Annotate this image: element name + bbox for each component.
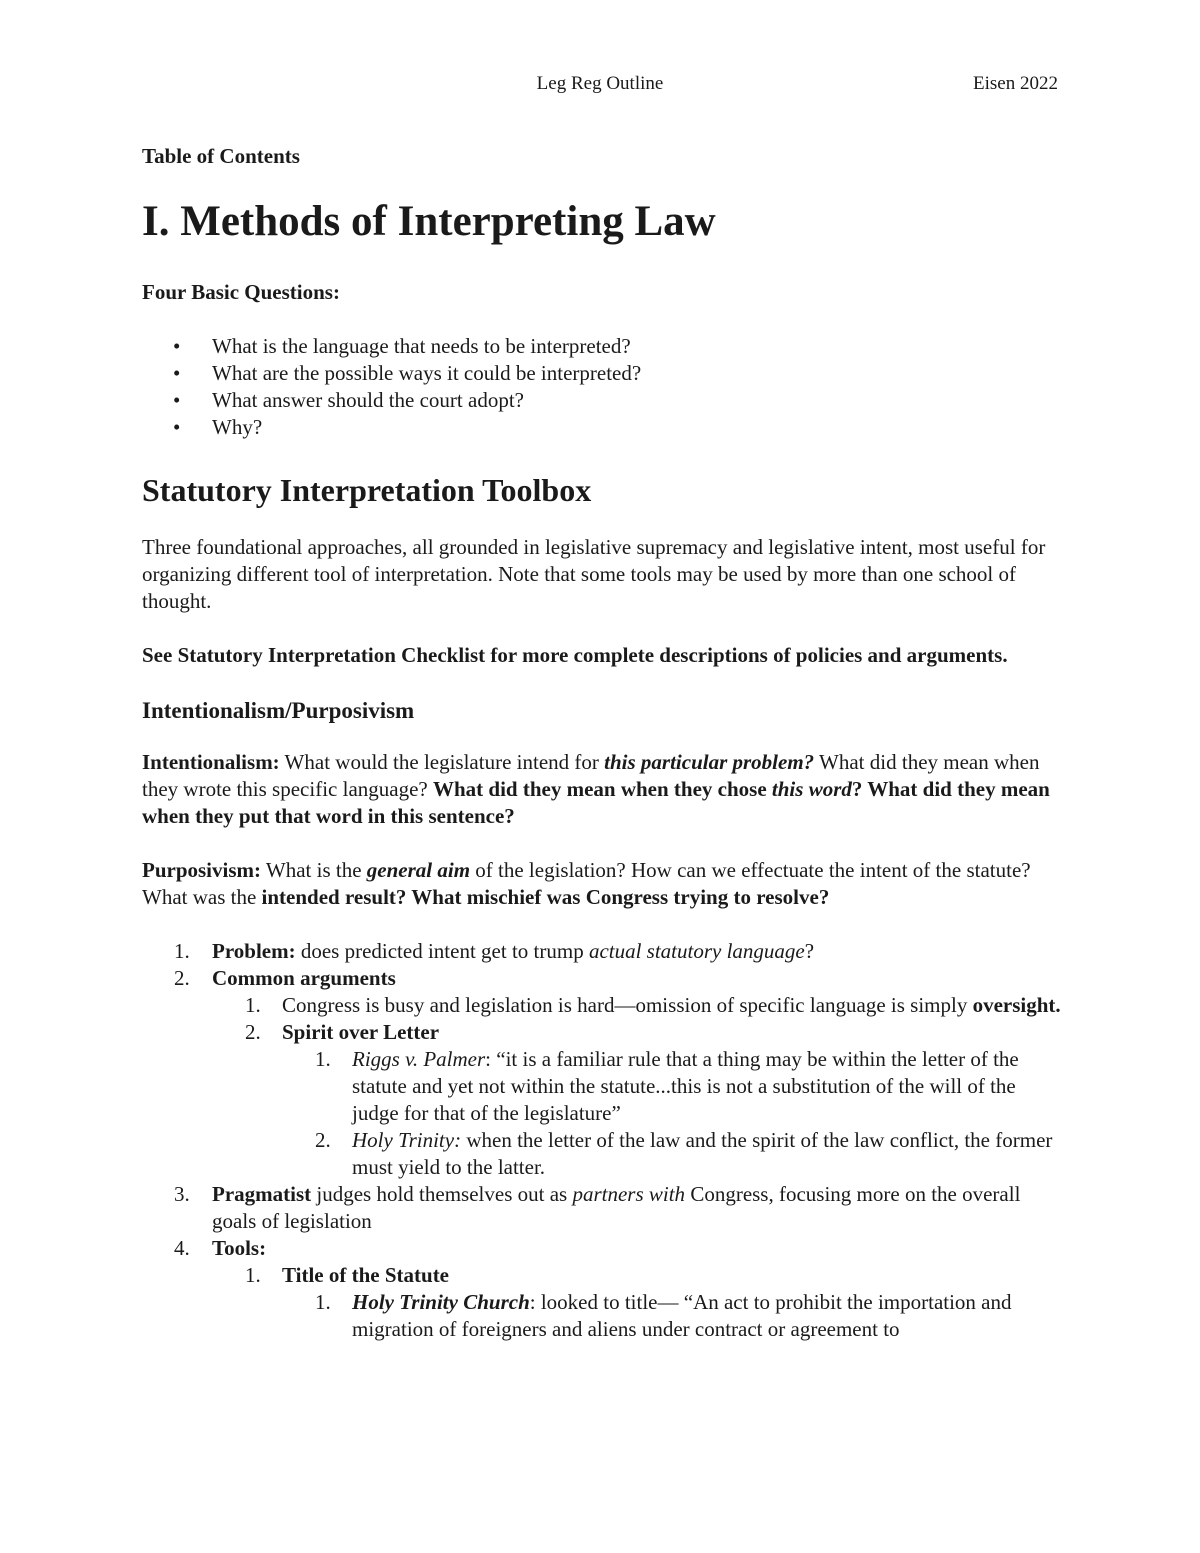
subsection-heading: Intentionalism/Purposivism [142, 698, 415, 723]
text: of the legislation? How can we effectuate the intent of the statute? What was the [142, 858, 1031, 909]
text: Congress is busy and legislation is hard—omission of specific language is simply [282, 993, 973, 1017]
list-number: 1. [315, 1047, 331, 1071]
list-number: 2. [315, 1128, 331, 1152]
case-name: Holy Trinity: [352, 1128, 462, 1152]
term-label: Purposivism: [142, 858, 262, 882]
intentionalism-paragraph [142, 749, 1062, 830]
list-number: 1. [245, 1263, 261, 1287]
list-item [282, 1046, 1062, 1127]
item-label: Problem: [212, 939, 296, 963]
emphasis: general aim [366, 858, 471, 882]
item-label: Title of the Statute [282, 1263, 450, 1287]
toolbox-heading: Statutory Interpretation Toolbox [142, 472, 592, 508]
purposivism-paragraph [142, 857, 1062, 911]
nested-list [212, 1262, 1062, 1343]
bold-text: What did they mean when they chose [432, 777, 772, 801]
toolbox-intro: Three foundational approaches, all grounded in legislative supremacy and legislative intent, most useful for organizing different tool of interpretation. Note that some tools may be used by more than one school of thought. [142, 535, 1046, 613]
numbered-list [142, 938, 1062, 1343]
bold-text: intended result? What mischief was Congress trying to resolve? [261, 885, 830, 909]
list-item [142, 965, 1062, 1181]
item-label: Spirit over Letter [282, 1020, 440, 1044]
item-label: Tools: [212, 1236, 267, 1260]
list-number: 1. [245, 993, 261, 1017]
table-of-contents-link[interactable]: Table of Contents [142, 144, 300, 168]
list-item [212, 1262, 1062, 1343]
text: What would the legislature intend for [279, 750, 605, 774]
emphasis: actual statutory language [588, 939, 805, 963]
item-label: Common arguments [212, 966, 396, 990]
list-number: 4. [174, 1236, 190, 1260]
running-header-title: Leg Reg Outline [536, 73, 664, 94]
case-name: Holy Trinity Church [352, 1290, 530, 1314]
list-item [142, 1181, 1062, 1235]
text: : “it is a familiar rule that a thing may be within the letter of the statute and yet not within the statute...this is not a substitution of the will of the judge for that of the legislature” [352, 1047, 1019, 1125]
text: What is the [261, 858, 367, 882]
list-item [142, 938, 1062, 965]
bold-text: oversight. [972, 993, 1061, 1017]
list-number: 2. [245, 1020, 261, 1044]
bold-text: Pragmatist [212, 1182, 312, 1206]
nested-list [212, 992, 1062, 1181]
document-body [142, 143, 1062, 1343]
list-number: 1. [315, 1290, 331, 1314]
list-item: • What are the possible ways it could be interpreted? [142, 360, 1062, 387]
list-number: 3. [174, 1182, 190, 1206]
emphasis: partners with [572, 1182, 686, 1206]
text: Congress, focusing more on the overall goals of legislation [212, 1182, 1021, 1233]
list-item [282, 1289, 1062, 1343]
text: when the letter of the law and the spirit of the law conflict, the former must yield to the latter. [352, 1128, 1053, 1179]
running-header-author: Eisen 2022 [973, 73, 1058, 94]
case-name: Riggs v. Palmer [352, 1047, 486, 1071]
bold-text: ? What did they mean when they put that word in this sentence? [142, 777, 1050, 828]
list-item [142, 1235, 1062, 1343]
nested-list [282, 1046, 1062, 1181]
list-number: 2. [174, 966, 190, 990]
text: ? [804, 939, 815, 963]
list-item [212, 992, 1062, 1019]
questions-list [142, 333, 1062, 441]
checklist-note: See Statutory Interpretation Checklist for more complete descriptions of policies and arguments. [142, 643, 1008, 667]
nested-list [282, 1289, 1062, 1343]
emphasis: this particular problem? [604, 750, 815, 774]
term-label: Intentionalism: [142, 750, 280, 774]
text: What did they mean when they wrote this specific language? [142, 750, 1040, 801]
text: does predicted intent get to trump [295, 939, 589, 963]
list-item: • What is the language that needs to be interpreted? [142, 333, 1062, 360]
four-basic-questions-title: Four Basic Questions: [142, 280, 340, 304]
list-item: • What answer should the court adopt? [142, 387, 1062, 414]
list-item [212, 1019, 1062, 1181]
list-item: • Why? [142, 414, 1062, 441]
emphasis: this word [771, 777, 852, 801]
text: judges hold themselves out as [311, 1182, 573, 1206]
list-item [282, 1127, 1062, 1181]
text: : looked to title— “An act to prohibit the importation and migration of foreigners and aliens under contract or agreement to [352, 1290, 1012, 1341]
section-heading: I. Methods of Interpreting Law [142, 198, 716, 245]
list-number: 1. [174, 939, 190, 963]
